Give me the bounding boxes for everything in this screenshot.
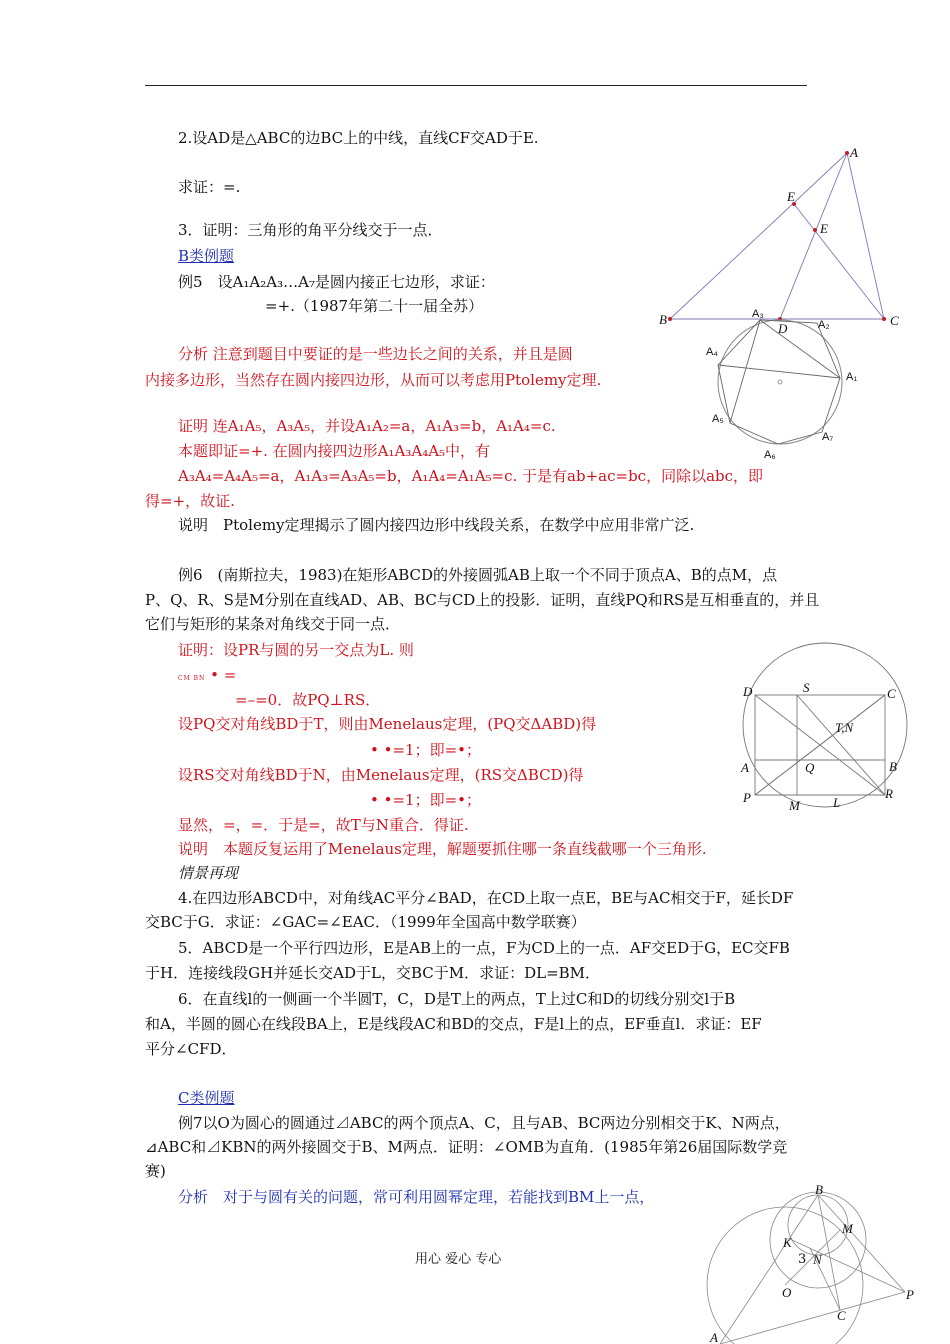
- ex6-proof-8: 显然，=，=．于是=，故T与N重合．得证.: [178, 816, 469, 834]
- problem-3: 3．证明：三角形的角平分线交于一点．: [178, 221, 443, 239]
- problem-5-line-1: 5．ABCD是一个平行四边形，E是AB上的一点，F为CD上的一点．AF交ED于G，EC交FB: [178, 939, 790, 957]
- problem-5-line-2: 于H．连接线段GH并延长交AD于L，交BC于M．求证：DL=BM．: [145, 964, 601, 982]
- fig3-label-C: C: [887, 686, 896, 701]
- proof-line-1: 证明 连A₁A₅，A₃A₅，并设A₁A₂=a，A₁A₃=b，A₁A₄=c.: [178, 417, 556, 435]
- fig2-label-A7: A₇: [822, 431, 834, 443]
- analysis-line-1: 分析 注意到题目中要证的是一些边长之间的关系，并且是圆: [178, 345, 573, 363]
- ex6-proof-6: 设RS交对角线BD于N，由Menelaus定理，(RS交ΔBCD)得: [178, 766, 584, 784]
- fig3-label-P: P: [743, 790, 751, 805]
- fig1-label-A: A: [850, 145, 858, 160]
- fig3-label-R: R: [885, 786, 893, 801]
- example-7-line-3: 赛): [145, 1162, 166, 1180]
- note-menelaus: 说明 本题反复运用了Menelaus定理，解题要抓住哪一条直线截哪一个三角形.: [178, 840, 707, 858]
- fig2-label-A2: A₂: [818, 319, 830, 331]
- tiny-fraction: CM BN: [178, 675, 206, 682]
- problem-6-line-3: 平分∠CFD．: [145, 1040, 237, 1058]
- fig2-label-A6: A₆: [764, 449, 776, 461]
- ex6-proof-1: 证明：设PR与圆的另一交点为L. 则: [178, 641, 414, 659]
- figure-circles: [700, 1180, 920, 1344]
- fig3-label-L: L: [833, 795, 841, 810]
- section-scene-replay: 情景再现: [178, 864, 239, 882]
- example-7-line-2: ⊿ABC和⊿KBN的两外接圆交于B、M两点．证明：∠OMB为直角．(1985年第26届国际数学竞: [145, 1138, 788, 1156]
- fig2-label-A4: A₄: [706, 346, 718, 358]
- proof-line-2: 本题即证=+. 在圆内接四边形A₁A₃A₄A₅中，有: [178, 442, 491, 460]
- page-number: 3: [798, 1252, 807, 1267]
- example-6-line-2: P、Q、R、S是M分别在直线AD、AB、BC与CD上的投影．证明，直线PQ和RS是互相垂直的，并且: [145, 591, 820, 609]
- example-6-line-3: 它们与矩形的某条对角线交于同一点．: [145, 615, 401, 633]
- fig3-label-A: A: [741, 760, 749, 775]
- problem-2-question: 2.设AD是△ABC的边BC上的中线，直线CF交AD于E.: [178, 129, 539, 147]
- footer-motto: 用心 爱心 专心: [415, 1252, 502, 1267]
- ex6-proof-2: CM BN • =: [178, 666, 237, 684]
- problem-4-line-1: 4.在四边形ABCD中，对角线AC平分∠BAD，在CD上取一点E，BE与AC相交于F，延长DF: [178, 889, 794, 907]
- ex6-proof-4: 设PQ交对角线BD于T，则由Menelaus定理，(PQ交ΔABD)得: [178, 715, 597, 733]
- fig2-label-A3: A₃: [752, 308, 764, 320]
- fig1-label-B: B: [659, 312, 667, 327]
- fig1-label-D: D: [778, 321, 788, 336]
- fig4-label-O: O: [782, 1285, 792, 1300]
- problem-2-proof: 求证：=.: [178, 178, 241, 196]
- fig4-label-P: P: [906, 1287, 914, 1302]
- fig3-label-S: S: [803, 680, 810, 695]
- fig4-label-A: A: [710, 1330, 718, 1344]
- fig1-label-C: C: [890, 313, 899, 328]
- proof-line-4: 得=+，故证.: [145, 492, 235, 510]
- example-6-line-1: 例6 (南斯拉夫，1983)在矩形ABCD的外接圆弧AB上取一个不同于顶点A、B的点M，点: [178, 566, 778, 584]
- ex6-proof-3: =–=0．故PQ⊥RS．: [235, 691, 381, 709]
- fig3-label-TN: T,N: [835, 720, 854, 735]
- analysis-7: 分析 对于与圆有关的问题，常可利用圆幂定理，若能找到BM上一点，: [178, 1188, 655, 1206]
- fig4-label-B: B: [815, 1182, 823, 1197]
- fig4-label-K: K: [783, 1235, 792, 1250]
- fig4-label-M: M: [842, 1221, 853, 1236]
- proof-line-3: A₃A₄=A₄A₅=a，A₁A₃=A₃A₅=b，A₁A₄=A₁A₅=c. 于是有ab+ac=bc，同除以abc，即: [178, 467, 764, 485]
- fig3-label-M: M: [789, 798, 800, 813]
- fig2-label-A1: A₁: [846, 371, 858, 383]
- fig4-label-C: C: [837, 1308, 846, 1323]
- problem-6-line-2: 和A，半圆的圆心在线段BA上，E是线段AC和BD的交点，F是l上的点，EF垂直l．求证：EF: [145, 1015, 762, 1033]
- figure-rectangle-circle: [735, 650, 915, 820]
- note-ptolemy: 说明 Ptolemy定理揭示了圆内接四边形中线段关系，在数学中应用非常广泛.: [178, 516, 695, 534]
- example-7-line-1: 例7以O为圆心的圆通过⊿ABC的两个顶点A、C，且与AB、BC两边分别相交于K、N两点，: [178, 1114, 790, 1132]
- fig3-label-Q: Q: [805, 760, 815, 775]
- analysis-line-2: 内接多边形，当然存在圆内接四边形，从而可以考虑用Ptolemy定理.: [145, 371, 602, 389]
- example-5-formula: =+.（1987年第二十一届全苏）: [265, 297, 484, 315]
- fig2-label-A5: A₅: [712, 413, 724, 425]
- fig4-label-N: N: [813, 1252, 822, 1267]
- problem-4-line-2: 交BC于G．求证：∠GAC=∠EAC．（1999年全国高中数学联赛）: [145, 913, 586, 931]
- ex6-proof-7: • •=1；即=•；: [370, 791, 481, 809]
- fig1-label-E1: E: [787, 189, 795, 204]
- example-5-question: 例5 设A₁A₂A₃…A₇是圆内接正七边形，求证：: [178, 273, 495, 291]
- fig3-label-B: B: [889, 759, 897, 774]
- figure-heptagon: [700, 300, 870, 470]
- problem-6-line-1: 6．在直线l的一侧画一个半圆T，C，D是T上的两点，T上过C和D的切线分别交l于B: [178, 990, 736, 1008]
- fig3-label-D: D: [743, 684, 753, 699]
- header-rule: [145, 85, 807, 86]
- fig1-label-E2: E: [820, 221, 828, 236]
- ex6-proof-5: • •=1；即=•；: [370, 741, 481, 759]
- section-c-link[interactable]: C类例题: [178, 1089, 235, 1107]
- section-b-link[interactable]: B类例题: [178, 247, 235, 265]
